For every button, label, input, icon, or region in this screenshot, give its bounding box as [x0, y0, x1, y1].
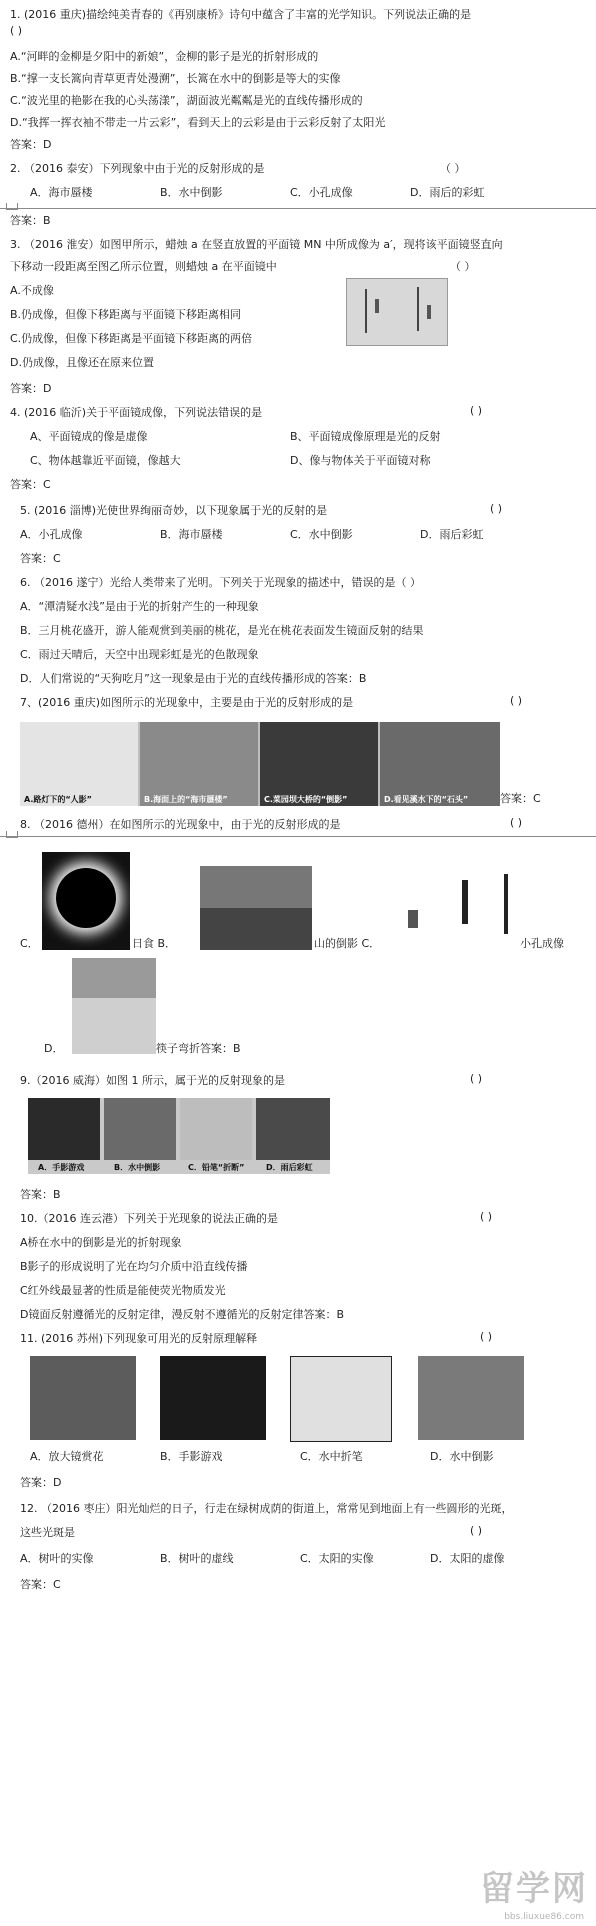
q11-option-c: C．水中折笔 — [300, 1450, 363, 1463]
q9-paren: ( ) — [470, 1072, 483, 1085]
separator-mark-2 — [6, 831, 18, 838]
q7-answer: 答案：C — [500, 792, 541, 805]
q1-option-d: D.“我挥一挥衣袖不带走一片云彩”，看到天上的云彩是由于云彩反射了太阳光 — [10, 116, 386, 129]
q9-caption-c: C．铅笔“折断” — [188, 1163, 245, 1172]
q12-paren: ( ) — [470, 1524, 483, 1537]
q3-option-a: A.不成像 — [10, 284, 54, 297]
q6-option-d: D．人们常说的“天狗吃月”这一现象是由于光的直线传播形成的答案：B — [20, 672, 367, 685]
q2-option-b: B．水中倒影 — [160, 186, 223, 199]
q4-stem: 4. (2016 临沂)关于平面镜成像，下列说法错误的是 — [10, 406, 263, 419]
q8-label-c: C． — [20, 937, 39, 950]
q9-figure-strip — [28, 1098, 330, 1174]
q12-option-c: C．太阳的实像 — [300, 1552, 374, 1565]
q7-stem: 7、(2016 重庆)如图所示的光现象中，主要是由于光的反射形成的是 — [20, 696, 354, 709]
q3-option-d: D.仍成像，且像还在原来位置 — [10, 356, 154, 369]
q11-option-a: A．放大镜赏花 — [30, 1450, 104, 1463]
q3-stem-line1: 3. （2016 淮安）如图甲所示，蜡烛 a 在竖直放置的平面镜 MN 中所成像为 a′，现将该平面镜竖直向 — [10, 238, 503, 251]
q3-option-b: B.仍成像，但像下移距离与平面镜下移距离相同 — [10, 308, 242, 321]
q5-option-c: C．水中倒影 — [290, 528, 353, 541]
q2-option-c: C．小孔成像 — [290, 186, 353, 199]
q7-figure-strip — [20, 722, 500, 806]
q3-mirror-figure — [346, 278, 448, 346]
watermark-logo: 留学网 — [480, 1869, 588, 1909]
q7-caption-a: A.路灯下的“人影” — [24, 795, 92, 804]
q10-option-b: B影子的形成说明了光在均匀介质中沿直线传播 — [20, 1260, 248, 1273]
q1-option-b: B.“撑一支长篙向青草更青处漫溯”，长篙在水中的倒影是等大的实像 — [10, 72, 341, 85]
page-separator — [0, 208, 596, 209]
q5-paren: ( ) — [490, 502, 503, 515]
q5-stem: 5. (2016 淄博)光使世界绚丽奇妙，以下现象属于光的反射的是 — [20, 504, 328, 517]
q12-answer: 答案：C — [20, 1578, 61, 1591]
q12-stem-line2: 这些光斑是 — [20, 1526, 75, 1539]
q3-stem-line2: 下移动一段距离至图乙所示位置，则蜡烛 a 在平面镜中 — [10, 260, 277, 273]
q10-paren: ( ) — [480, 1210, 493, 1223]
q3-option-c: C.仍成像，但像下移距离是平面镜下移距离的两倍 — [10, 332, 253, 345]
q11-stem: 11. (2016 苏州)下列现象可用光的反射原理解释 — [20, 1332, 258, 1345]
page-separator-2 — [0, 836, 596, 837]
q8-eclipse-image — [42, 852, 130, 950]
watermark-url: bbs.liuxue86.com — [504, 1912, 584, 1922]
q4-option-d: D、像与物体关于平面镜对称 — [290, 454, 431, 467]
q11-hand-shadow-image — [160, 1356, 266, 1440]
q5-option-d: D．雨后彩虹 — [420, 528, 484, 541]
q2-paren: （ ） — [440, 162, 466, 175]
q11-reflection-image — [418, 1356, 524, 1440]
q8-mountain-image — [200, 866, 312, 950]
q1-answer: 答案：D — [10, 138, 52, 151]
q12-option-d: D．太阳的虚像 — [430, 1552, 505, 1565]
q10-option-c: C红外线最显著的性质是能使荧光物质发光 — [20, 1284, 226, 1297]
q1-paren: ( ) — [10, 24, 23, 37]
q9-caption-b: B．水中倒影 — [114, 1163, 161, 1172]
q8-label-chopsticks: 筷子弯折答案：B — [156, 1042, 241, 1055]
q4-option-c: C、物体越靠近平面镜，像越大 — [30, 454, 181, 467]
q8-paren: ( ) — [510, 816, 523, 829]
q7-caption-c: C.菜园坝大桥的“倒影” — [264, 795, 348, 804]
q1-stem: 1. (2016 重庆)描绘纯美青春的《再别康桥》诗句中蕴含了丰富的光学知识。下列说法正确的是 — [10, 8, 472, 21]
q8-label-d: D． — [44, 1042, 64, 1055]
q8-pinhole-image — [400, 866, 518, 942]
q7-paren: ( ) — [510, 694, 523, 707]
q2-option-d: D．雨后的彩虹 — [410, 186, 485, 199]
q4-answer: 答案：C — [10, 478, 51, 491]
q7-caption-b: B.海面上的“海市蜃楼” — [144, 795, 228, 804]
q10-option-a: A桥在水中的倒影是光的折射现象 — [20, 1236, 182, 1249]
q6-option-b: B．三月桃花盛开，游人能观赏到美丽的桃花，是光在桃花表面发生镜面反射的结果 — [20, 624, 424, 637]
q4-paren: ( ) — [470, 404, 483, 417]
q12-option-a: A．树叶的实像 — [20, 1552, 94, 1565]
q2-option-a: A．海市蜃楼 — [30, 186, 93, 199]
q11-option-b: B．手影游戏 — [160, 1450, 223, 1463]
q11-answer: 答案：D — [20, 1476, 62, 1489]
q7-caption-d: D.看见溪水下的“石头” — [384, 795, 469, 804]
q9-stem: 9.（2016 威海）如图 1 所示，属于光的反射现象的是 — [20, 1074, 285, 1087]
q9-caption-d: D．雨后彩虹 — [266, 1163, 313, 1172]
q4-option-b: B、平面镜成像原理是光的反射 — [290, 430, 441, 443]
q11-magnifier-image — [30, 1356, 136, 1440]
q1-option-c: C.“波光里的艳影在我的心头荡漾”，湖面波光粼粼是光的直线传播形成的 — [10, 94, 363, 107]
separator-mark — [6, 203, 18, 210]
q11-option-d: D．水中倒影 — [430, 1450, 494, 1463]
q10-stem: 10.（2016 连云港）下列关于光现象的说法正确的是 — [20, 1212, 278, 1225]
q12-option-b: B．树叶的虚线 — [160, 1552, 234, 1565]
q9-answer: 答案：B — [20, 1188, 61, 1201]
q11-paren: ( ) — [480, 1330, 493, 1343]
q5-option-a: A．小孔成像 — [20, 528, 83, 541]
q6-stem: 6. （2016 遂宁）光给人类带来了光明。下列关于光现象的描述中，错误的是（ ） — [20, 576, 421, 589]
q10-option-d: D镜面反射遵循光的反射定律，漫反射不遵循光的反射定律答案：B — [20, 1308, 345, 1321]
q11-pen-in-water-image — [290, 1356, 392, 1442]
q1-option-a: A.“河畔的金柳是夕阳中的新娘”，金柳的影子是光的折射形成的 — [10, 50, 319, 63]
q12-stem-line1: 12. （2016 枣庄）阳光灿烂的日子，行走在绿树成荫的街道上，常常见到地面上有一些圆形的光斑， — [20, 1502, 513, 1515]
q8-stem: 8. （2016 德州）在如图所示的光现象中，由于光的反射形成的是 — [20, 818, 341, 831]
q6-option-a: A．“潭清疑水浅”是由于光的折射产生的一种现象 — [20, 600, 259, 613]
q2-stem: 2. （2016 泰安）下列现象中由于光的反射形成的是 — [10, 162, 265, 175]
q8-chopsticks-image — [72, 958, 156, 1054]
q6-option-c: C．雨过天晴后，天空中出现彩虹是光的色散现象 — [20, 648, 259, 661]
q2-answer: 答案：B — [10, 214, 51, 227]
q8-label-mountain: 山的倒影 C． — [314, 937, 381, 950]
q3-paren: （ ） — [450, 260, 476, 273]
q3-answer: 答案：D — [10, 382, 52, 395]
q9-caption-a: A．手影游戏 — [38, 1163, 85, 1172]
q8-label-eclipse: 日食 B． — [132, 937, 177, 950]
q4-option-a: A、平面镜成的像是虚像 — [30, 430, 148, 443]
q5-option-b: B．海市蜃楼 — [160, 528, 223, 541]
q5-answer: 答案：C — [20, 552, 61, 565]
q8-label-pinhole: 小孔成像 — [520, 937, 564, 950]
